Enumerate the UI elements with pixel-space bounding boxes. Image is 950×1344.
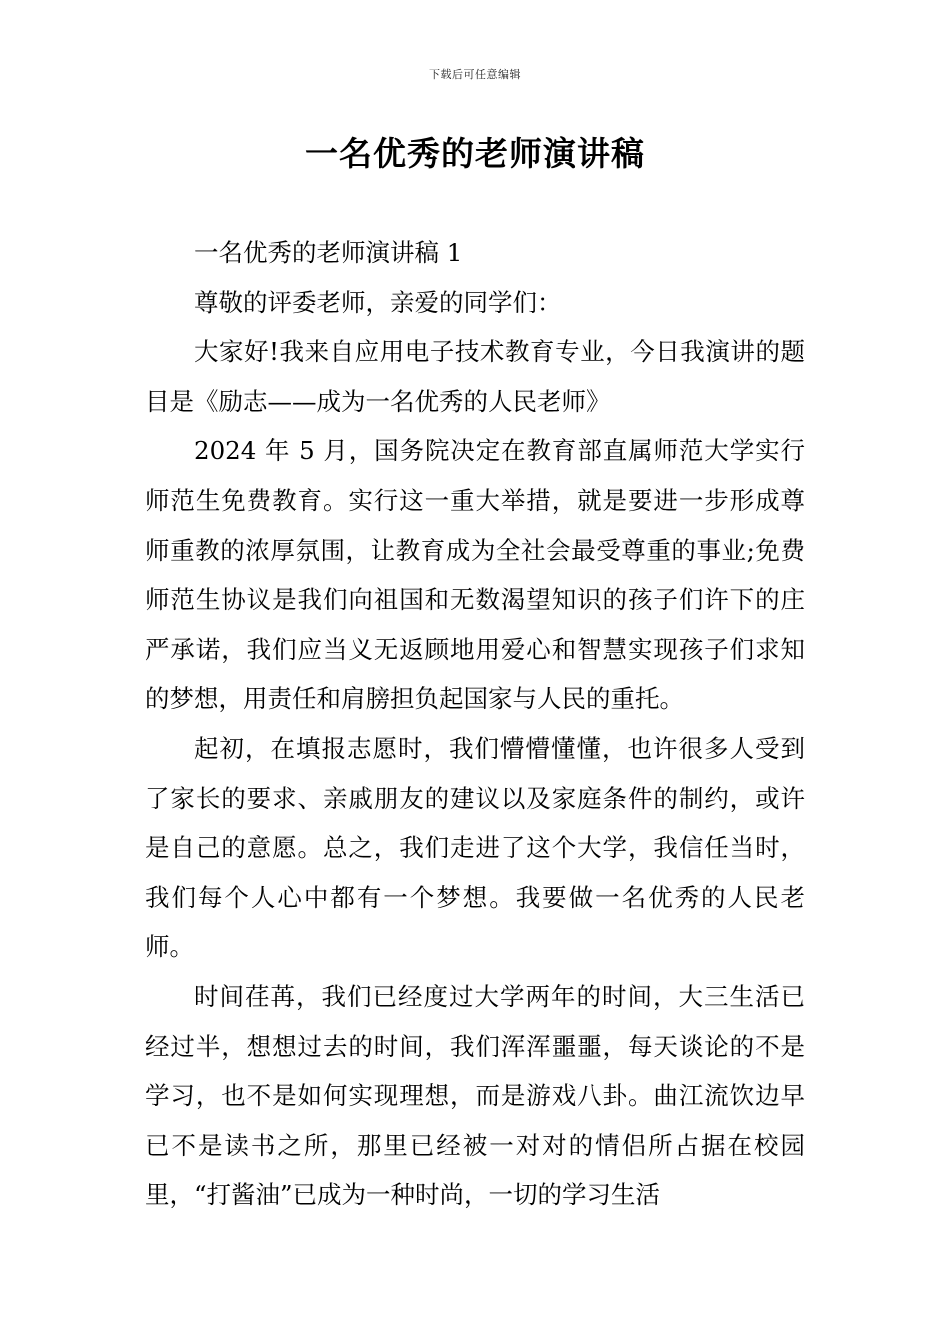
salutation-paragraph: 尊敬的评委老师，亲爱的同学们： [194, 287, 562, 317]
body-paragraph: 2024 年 5 月，国务院决定在教育部直属师范大学实行师范生免费教育。实行这一重大举措，就是要进一步形成尊师重教的浓厚氛围，让教育成为全社会最受尊重的事业;免费师范生协议是我们向祖国和无数渴望知识的孩子们许下的庄严承诺，我们应当义无返顾地用爱心和智慧实现孩子们求知的梦想，用责任和肩膀担负起国家与人民的重托。 [145, 436, 805, 714]
body-paragraph: 时间荏苒，我们已经度过大学两年的时间，大三生活已经过半，想想过去的时间，我们浑浑噩噩，每天谈论的不是学习，也不是如何实现理想，而是游戏八卦。曲江流饮边早已不是读书之所，那里已经被一对对的情侣所占据在校园里，“打酱油”已成为一种时尚，一切的学习生活 [145, 981, 805, 1210]
section-heading: 一名优秀的老师演讲稿 1 [194, 238, 463, 267]
document-title: 一名优秀的老师演讲稿 [305, 134, 645, 173]
body-paragraph: 起初，在填报志愿时，我们懵懵懂懂，也许很多人受到了家长的要求、亲戚朋友的建议以及家庭条件的制约，或许是自己的意愿。总之，我们走进了这个大学，我信任当时，我们每个人心中都有一个梦想。我要做一名优秀的人民老师。 [145, 733, 805, 962]
header-note: 下载后可任意编辑 [429, 68, 521, 81]
document-body [145, 228, 805, 1220]
greeting-paragraph: 大家好!我来自应用电子技术教育专业，今日我演讲的题目是《励志——成为一名优秀的人民老师》 [145, 337, 805, 416]
